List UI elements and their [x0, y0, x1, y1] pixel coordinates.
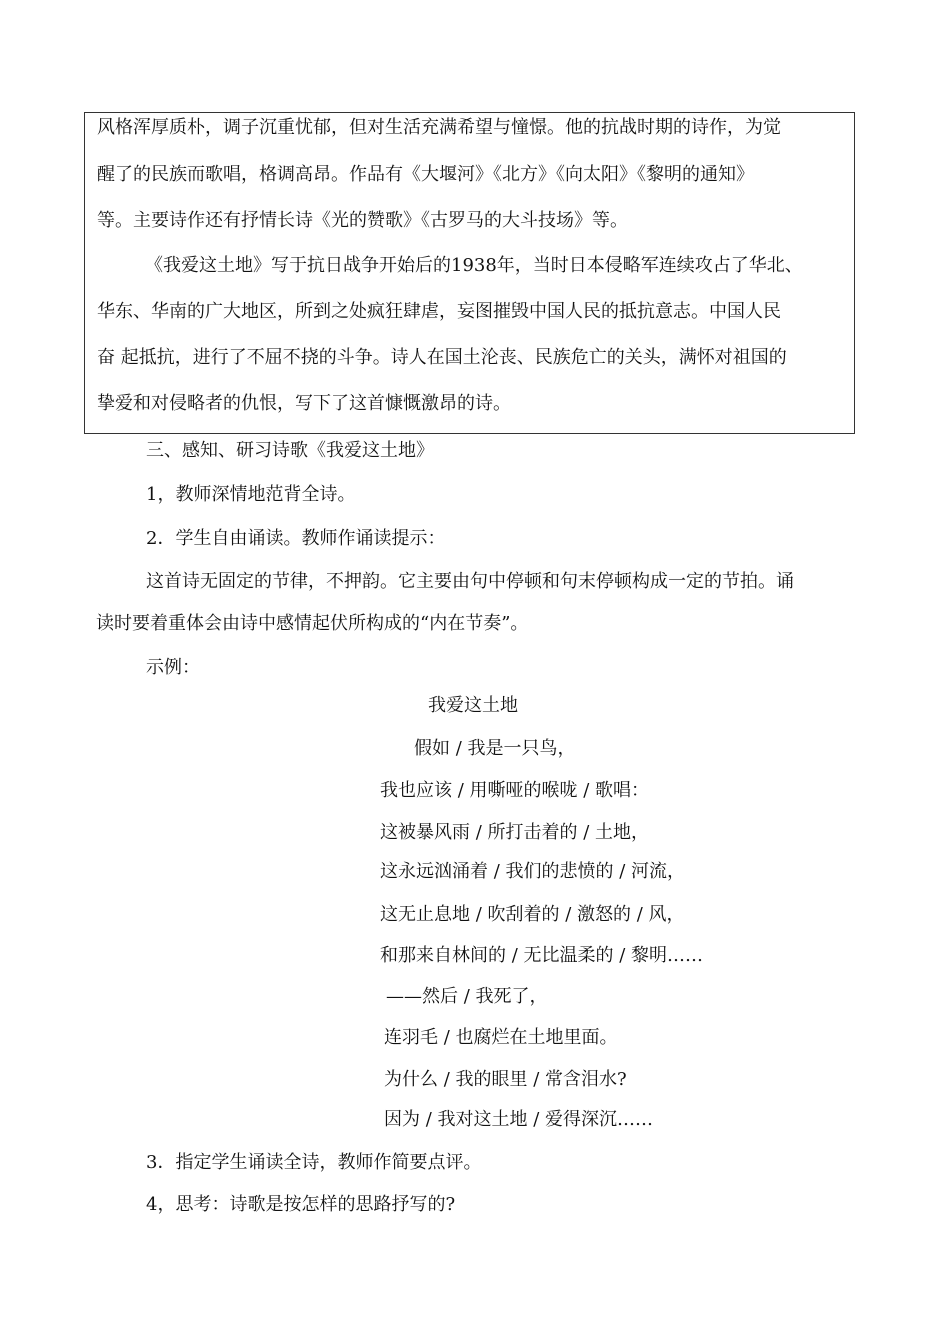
example-label: 示例：: [146, 657, 200, 678]
hint-line-1: 这首诗无固定的节律，不押韵。它主要由句中停顿和句末停顿构成一定的节拍。诵: [146, 571, 794, 592]
box-line-2: 醒了的民族而歌唱，格调高昂。作品有《大堰河》《北方》《向太阳》《黎明的通知》: [97, 164, 754, 185]
step-1: 1，教师深情地范背全诗。: [146, 484, 356, 505]
box-line-5: 华东、华南的广大地区，所到之处疯狂肆虐，妄图摧毁中国人民的抵抗意志。中国人民: [97, 301, 781, 322]
poem-line-7: ——然后 / 我死了，: [386, 986, 548, 1007]
poem-line-8: 连羽毛 / 也腐烂在土地里面。: [384, 1027, 618, 1048]
poem-line-6: 和那来自林间的 / 无比温柔的 / 黎明……: [380, 945, 704, 966]
section-heading: 三、感知、研习诗歌《我爱这土地》: [146, 440, 434, 461]
poem-line-9: 为什么 / 我的眼里 / 常含泪水?: [384, 1069, 627, 1090]
bordered-intro-box: [84, 112, 855, 434]
box-line-1: 风格浑厚质朴，调子沉重忧郁，但对生活充满希望与憧憬。他的抗战时期的诗作，为觉: [97, 117, 781, 138]
poem-line-3: 这被暴风雨 / 所打击着的 / 土地，: [380, 822, 650, 843]
box-line-4: 《我爱这土地》写于抗日战争开始后的1938年，当时日本侵略军连续攻占了华北、: [145, 255, 803, 276]
poem-line-5: 这无止息地 / 吹刮着的 / 激怒的 / 风，: [380, 904, 685, 925]
step-2: 2．学生自由诵读。教师作诵读提示：: [146, 528, 446, 549]
poem-line-10: 因为 / 我对这土地 / 爱得深沉……: [384, 1109, 654, 1130]
poem-line-4: 这永远汹涌着 / 我们的悲愤的 / 河流，: [380, 861, 686, 882]
step-4: 4，思考：诗歌是按怎样的思路抒写的?: [146, 1194, 456, 1215]
box-line-6: 奋 起抵抗，进行了不屈不挠的斗争。诗人在国土沦丧、民族危亡的关头，满怀对祖国的: [97, 347, 787, 368]
step-3: 3．指定学生诵读全诗，教师作简要点评。: [146, 1152, 482, 1173]
box-line-3: 等。主要诗作还有抒情长诗《光的赞歌》《古罗马的大斗技场》等。: [97, 210, 628, 231]
poem-line-1: 假如 / 我是一只鸟，: [414, 738, 576, 759]
poem-line-2: 我也应该 / 用嘶哑的喉咙 / 歌唱：: [380, 780, 650, 801]
poem-title: 我爱这土地: [428, 695, 518, 716]
hint-line-2: 读时要着重体会由诗中感情起伏所构成的“内在节奏”。: [96, 613, 529, 634]
box-line-7: 挚爱和对侵略者的仇恨，写下了这首慷慨激昂的诗。: [97, 393, 511, 414]
